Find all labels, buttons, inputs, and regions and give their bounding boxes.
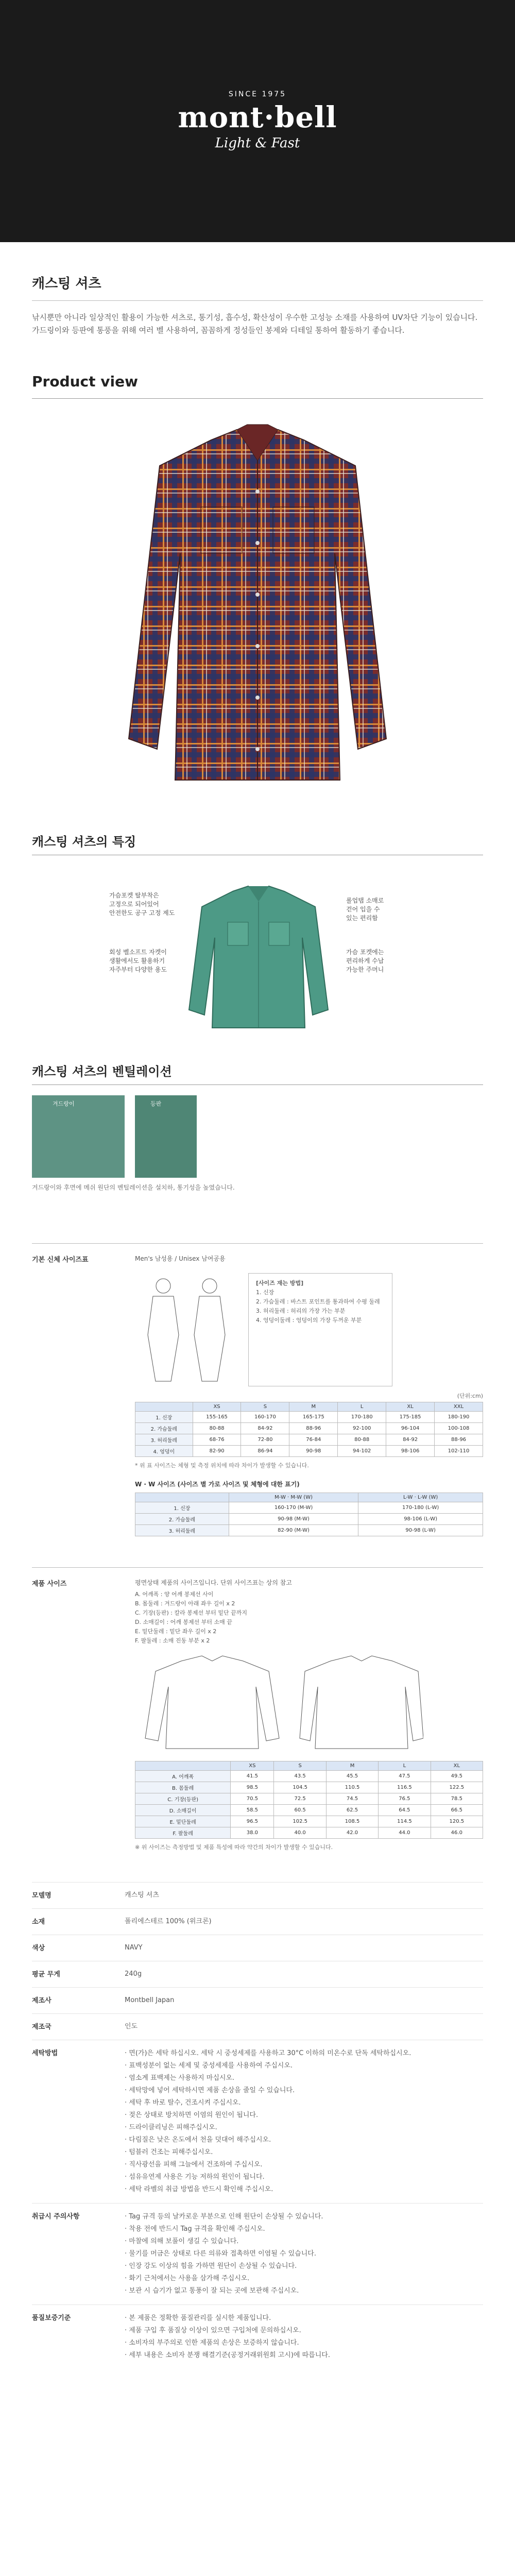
table-row (135, 1423, 483, 1434)
part-item: E. 밑단둘레 : 밑단 좌우 길이 x 2 (135, 1628, 217, 1635)
list-item: · 착용 전에 반드시 Tag 규격을 확인해 주십시오. (125, 2225, 265, 2233)
table-header-cell: M (289, 1402, 338, 1412)
product-size-note: ※ 위 사이즈는 측정방법 및 제품 특성에 따라 약간의 차이가 발생할 수 있습니다. (135, 1844, 333, 1851)
table-cell: 68-76 (193, 1434, 241, 1446)
spec-value: 인도 (125, 2023, 138, 2030)
table-cell: 2. 가슴둘레 (135, 1423, 193, 1434)
table-cell: 70.5 (231, 1793, 274, 1805)
table-row (135, 1514, 483, 1525)
table-cell: 62.5 (326, 1805, 378, 1816)
size-divider (32, 1243, 483, 1244)
table-row (135, 1782, 483, 1793)
table-header-cell: M (326, 1761, 378, 1771)
table-cell: 94-102 (338, 1446, 386, 1457)
table-cell: 42.0 (326, 1827, 378, 1839)
size-unit: (단위:cm) (457, 1393, 483, 1399)
wash-section (32, 2040, 483, 2203)
product-size-parts (135, 1590, 483, 1646)
table-cell: 45.5 (326, 1771, 378, 1782)
table-cell: 122.5 (431, 1782, 483, 1793)
table-cell: 44.0 (379, 1827, 431, 1839)
brand-header (0, 0, 515, 242)
table-header-cell: M-W · M-W (W) (229, 1493, 358, 1502)
table-cell: 74.5 (326, 1793, 378, 1805)
table-header-cell: XL (386, 1402, 435, 1412)
wash-list (125, 2047, 483, 2196)
spec-row (32, 2013, 483, 2040)
size-guide-4: 4. 엉덩이둘레 : 엉덩이의 가장 두꺼운 부분 (256, 1317, 362, 1324)
table-cell: 170-180 (338, 1412, 386, 1423)
list-item: · 젖은 상태로 방치하면 이염의 원인이 됩니다. (125, 2111, 259, 2119)
caution-section (32, 2203, 483, 2304)
table-cell: 165-175 (289, 1412, 338, 1423)
table-cell: F. 팔둘레 (135, 1827, 231, 1839)
table-row (135, 1805, 483, 1816)
features-heading: 캐스팅 셔츠의 특징 (32, 835, 136, 849)
table-cell: 175-185 (386, 1412, 435, 1423)
ww-size-table (135, 1493, 483, 1536)
table-cell: 88-96 (435, 1434, 483, 1446)
table-cell: 80-88 (338, 1434, 386, 1446)
list-item: · 염소계 표백제는 사용하지 마십시오. (125, 2074, 235, 2082)
spec-value: 캐스팅 셔츠 (125, 1891, 159, 1899)
brand-logo: mont·bell (178, 100, 337, 134)
spec-value: Montbell Japan (125, 1996, 175, 2004)
table-row (135, 1771, 483, 1782)
list-item: · 텀블러 건조는 피해주십시오. (125, 2148, 213, 2156)
list-item: · 드라이클리닝은 피해주십시오. (125, 2124, 217, 2131)
table-cell: 92-100 (338, 1423, 386, 1434)
part-item: C. 기장(등판) : 칼라 봉제선 부터 밑단 끝까지 (135, 1609, 247, 1616)
table-cell: 58.5 (231, 1805, 274, 1816)
table-cell: 64.5 (379, 1805, 431, 1816)
table-cell: 86-94 (241, 1446, 289, 1457)
product-view-heading: Product view (32, 373, 138, 390)
table-header-row (135, 1493, 483, 1502)
table-row (135, 1434, 483, 1446)
spec-row (32, 1935, 483, 1961)
list-item: · 소비자의 부주의로 인한 제품의 손상은 보증하지 않습니다. (125, 2339, 299, 2347)
size-sub: Men's 남성용 / Unisex 남여공용 (135, 1255, 226, 1262)
body-size-table (135, 1402, 483, 1457)
table-header-cell: S (274, 1761, 326, 1771)
warranty-label: 품질보증기준 (32, 2314, 71, 2322)
ventilation-heading: 캐스팅 셔츠의 벤틸레이션 (32, 1064, 172, 1079)
table-cell: 72-80 (241, 1434, 289, 1446)
table-cell: 2. 가슴둘레 (135, 1514, 229, 1525)
table-cell: 96.5 (231, 1816, 274, 1827)
product-size-intro: 평면상태 제품의 사이즈입니다. 단위 사이즈표는 상의 참고 (135, 1579, 292, 1586)
list-item: · 세탁 라벨의 취급 방법을 반드시 확인해 주십시오. (125, 2185, 273, 2193)
table-header-cell: S (241, 1402, 289, 1412)
warranty-list (125, 2312, 483, 2362)
table-header-cell (135, 1761, 231, 1771)
table-cell: 160-170 (241, 1412, 289, 1423)
table-cell: 38.0 (231, 1827, 274, 1839)
table-cell: 98-106 (L-W) (358, 1514, 483, 1525)
ventilation-images (32, 1095, 483, 1178)
spec-key: 제조사 (32, 1997, 52, 2005)
body-measure-block (135, 1273, 483, 1386)
size-guide-2: 2. 가슴둘레 : 바스트 포인트를 통과하여 수평 둘레 (256, 1298, 380, 1305)
table-cell: 3. 허리둘레 (135, 1434, 193, 1446)
table-cell: 72.5 (274, 1793, 326, 1805)
table-cell: 49.5 (431, 1771, 483, 1782)
spec-value: NAVY (125, 1944, 143, 1952)
table-header-cell: L (338, 1402, 386, 1412)
list-item: · 직사광선을 피해 그늘에서 건조하여 주십시오. (125, 2161, 263, 2168)
table-cell: 170-180 (L-W) (358, 1502, 483, 1514)
table-cell: 80-88 (193, 1423, 241, 1434)
part-item: B. 몸둘레 : 겨드랑이 아래 좌우 길이 x 2 (135, 1600, 235, 1607)
features-diagram (32, 871, 483, 1036)
size-section (32, 1254, 483, 1536)
spec-key: 제조국 (32, 2023, 52, 2031)
table-cell: C. 기장(등판) (135, 1793, 231, 1805)
warranty-section (32, 2304, 483, 2369)
table-cell: E. 밑단둘레 (135, 1816, 231, 1827)
size-guide-box (248, 1273, 392, 1386)
table-cell: 4. 엉덩이 (135, 1446, 193, 1457)
product-size-body (135, 1578, 483, 1851)
table-cell: 110.5 (326, 1782, 378, 1793)
list-item: · 물기를 머금은 상태로 다른 의류와 접촉하면 이염될 수 있습니다. (125, 2250, 316, 2258)
spec-key: 모델명 (32, 1892, 52, 1900)
body-figure-icon (135, 1273, 238, 1386)
table-cell: 84-92 (241, 1423, 289, 1434)
table-cell: 180-190 (435, 1412, 483, 1423)
table-cell: 60.5 (274, 1805, 326, 1816)
table-cell: 98.5 (231, 1782, 274, 1793)
caution-label: 취급시 주의사항 (32, 2213, 80, 2221)
ventilation-caption: 겨드랑이와 후면에 메쉬 원단의 벤틸레이션을 설치하, 통기성을 높였습니다. (32, 1184, 235, 1191)
table-cell: 82-90 (193, 1446, 241, 1457)
list-item: · 마찰에 의해 보풀이 생길 수 있습니다. (125, 2238, 239, 2245)
table-header-cell: L-W · L-W (W) (358, 1493, 483, 1502)
table-header-cell: XXL (435, 1402, 483, 1412)
table-cell: 47.5 (379, 1771, 431, 1782)
part-item: A. 어깨폭 : 양 어깨 봉제선 사이 (135, 1591, 214, 1598)
list-item: · 보관 시 습기가 없고 통풍이 잘 되는 곳에 보관해 주십시오. (125, 2287, 299, 2295)
table-header-cell: XS (231, 1761, 274, 1771)
feature-3: 롤업탭 소매로 걷어 입을 수 있는 편리함 (346, 897, 384, 922)
table-cell: 104.5 (274, 1782, 326, 1793)
size-guide-1: 1. 신장 (256, 1289, 274, 1296)
shirt-measure-diagram-icon (135, 1651, 423, 1754)
size-note: * 위 표 사이즈는 체형 및 측정 위치에 따라 차이가 발생할 수 있습니다. (135, 1462, 309, 1469)
table-cell: 1. 신장 (135, 1502, 229, 1514)
product-size-label: 제품 사이즈 (32, 1580, 67, 1588)
spec-key: 소재 (32, 1918, 45, 1926)
product-size-section (32, 1578, 483, 1851)
caution-list (125, 2211, 483, 2297)
table-row (135, 1793, 483, 1805)
size-label: 기본 신체 사이즈표 (32, 1256, 89, 1264)
table-cell: A. 어깨폭 (135, 1771, 231, 1782)
ventilation-divider (32, 1084, 483, 1085)
list-item: · 면(가)은 세탁 하십시오. 세탁 시 중성세제를 사용하고 30°C 이하의 미온수로 단독 세탁하십시오. (125, 2049, 411, 2057)
table-header-row (135, 1761, 483, 1771)
table-cell: 100-108 (435, 1423, 483, 1434)
table-cell: 102.5 (274, 1816, 326, 1827)
table-cell: 84-92 (386, 1434, 435, 1446)
list-item: · 다림질은 낮은 온도에서 천을 덧대어 해주십시오. (125, 2136, 271, 2144)
feature-4: 가슴 포켓에는 편리하게 수납 가능한 주머니 (346, 948, 384, 973)
table-row (135, 1446, 483, 1457)
table-cell: 76-84 (289, 1434, 338, 1446)
table-cell: 90-98 (M-W) (229, 1514, 358, 1525)
plaid-shirt-icon (113, 419, 402, 790)
product-size-divider (32, 1567, 483, 1568)
size-guide-title: [사이즈 재는 방법] (256, 1280, 304, 1286)
table-cell: 1. 신장 (135, 1412, 193, 1423)
size-guide-3: 3. 허리둘레 : 허리의 가장 가는 부분 (256, 1308, 346, 1314)
table-cell: 40.0 (274, 1827, 326, 1839)
table-cell: 102-110 (435, 1446, 483, 1457)
table-cell: 3. 허리둘레 (135, 1525, 229, 1536)
table-cell: 43.5 (274, 1771, 326, 1782)
spec-value: 240g (125, 1970, 142, 1978)
green-shirt-icon (186, 881, 331, 1030)
list-item: · 세탁망에 넣어 세탁하시면 제품 손상을 줄일 수 있습니다. (125, 2087, 295, 2094)
list-item: · 제품 구입 후 품질상 이상이 있으면 구입처에 문의하십시오. (125, 2327, 301, 2334)
spec-row (32, 1908, 483, 1935)
spec-row (32, 1987, 483, 2013)
table-cell: 78.5 (431, 1793, 483, 1805)
vent-label-back: 등판 (150, 1100, 162, 1107)
vent-back-image (135, 1095, 197, 1178)
table-cell: 155-165 (193, 1412, 241, 1423)
list-item: · 섬유유연제 사용은 기능 저하의 원인이 됩니다. (125, 2173, 265, 2181)
title-divider (32, 300, 483, 301)
product-view-divider (32, 398, 483, 399)
table-header-row (135, 1402, 483, 1412)
table-cell: 46.0 (431, 1827, 483, 1839)
table-cell: 116.5 (379, 1782, 431, 1793)
table-header-cell: XL (431, 1761, 483, 1771)
table-cell: 96-104 (386, 1423, 435, 1434)
list-item: · 세부 내용은 소비자 분쟁 해결기준(공정거래위원회 고시)에 따릅니다. (125, 2351, 330, 2359)
list-item: · Tag 규격 등의 날카로운 부분으로 인해 원단이 손상될 수 있습니다. (125, 2213, 323, 2221)
table-cell: 98-106 (386, 1446, 435, 1457)
part-item: F. 팔둘레 : 소매 진동 부분 x 2 (135, 1637, 210, 1644)
part-item: D. 소매길이 : 어깨 봉제선 부터 소매 끝 (135, 1619, 232, 1625)
product-description: 낚시뿐만 아니라 일상적인 활용이 가능한 셔츠로, 통기성, 흡수성, 확산성이 우수한 고성능 소재를 사용하여 UV차단 기능이 있습니다. 가드링이와 등판에 통풍을 위해 여러 벨 사용하여, 꼼꼼하게 정성들인 봉제와 디테일 통하여 활동하기 좋습니다. (32, 313, 478, 335)
table-cell: 108.5 (326, 1816, 378, 1827)
table-cell: 88-96 (289, 1423, 338, 1434)
table-row (135, 1525, 483, 1536)
table-cell: 76.5 (379, 1793, 431, 1805)
table-cell: 120.5 (431, 1816, 483, 1827)
list-item: · 세탁 후 바로 탈수, 건조시켜 주십시오. (125, 2099, 241, 2107)
list-item: · 본 제품은 정확한 품질관리를 실시한 제품입니다. (125, 2314, 271, 2322)
table-cell: 114.5 (379, 1816, 431, 1827)
spec-key: 평균 무게 (32, 1971, 60, 1978)
table-cell: D. 소매길이 (135, 1805, 231, 1816)
table-cell: 66.5 (431, 1805, 483, 1816)
table-row (135, 1412, 483, 1423)
table-cell: 41.5 (231, 1771, 274, 1782)
table-header-cell (135, 1493, 229, 1502)
product-image (32, 419, 483, 790)
table-row (135, 1816, 483, 1827)
table-header-cell: L (379, 1761, 431, 1771)
table-cell: B. 몸둘레 (135, 1782, 231, 1793)
spec-value: 폴리에스테르 100% (위크론) (125, 1918, 212, 1925)
table-cell: 160-170 (M-W) (229, 1502, 358, 1514)
spec-key: 색상 (32, 1944, 45, 1952)
table-header-cell (135, 1402, 193, 1412)
table-cell: 82-90 (M-W) (229, 1525, 358, 1536)
product-size-table (135, 1761, 483, 1839)
table-row (135, 1502, 483, 1514)
ww-label: W · W 사이즈 (사이즈 별 가로 사이즈 및 체형에 대한 표기) (135, 1481, 300, 1488)
spec-row (32, 1882, 483, 1908)
spec-row (32, 1961, 483, 1987)
product-title: 캐스팅 셔츠 (32, 276, 101, 292)
table-row (135, 1827, 483, 1839)
table-header-cell: XS (193, 1402, 241, 1412)
brand-since: SINCE 1975 (228, 90, 287, 98)
wash-label: 세탁방법 (32, 2049, 58, 2057)
spec-table (32, 1882, 483, 2040)
vent-armpit-image (32, 1095, 125, 1178)
table-cell: 90-98 (L-W) (358, 1525, 483, 1536)
list-item: · 화기 근처에서는 사용을 삼가해 주십시오. (125, 2275, 250, 2282)
brand-tagline: Light & Fast (215, 135, 300, 151)
feature-2: 회성 벨소프트 자켓이 생활에서도 활용하기 자주부터 다양한 용도 (109, 948, 167, 973)
table-cell: 90-98 (289, 1446, 338, 1457)
list-item: · 인장 강도 이상의 힘을 가하면 원단이 손상될 수 있습니다. (125, 2262, 297, 2270)
feature-1: 가슴포켓 탈부착은 고정으로 되어있어 안전한도 공구 고정 제도 (109, 892, 175, 917)
size-body (135, 1254, 483, 1536)
vent-label-armpit: 겨드랑이 (53, 1100, 75, 1107)
list-item: · 표백성분이 없는 세제 및 중성세제를 사용하여 주십시오. (125, 2062, 293, 2070)
